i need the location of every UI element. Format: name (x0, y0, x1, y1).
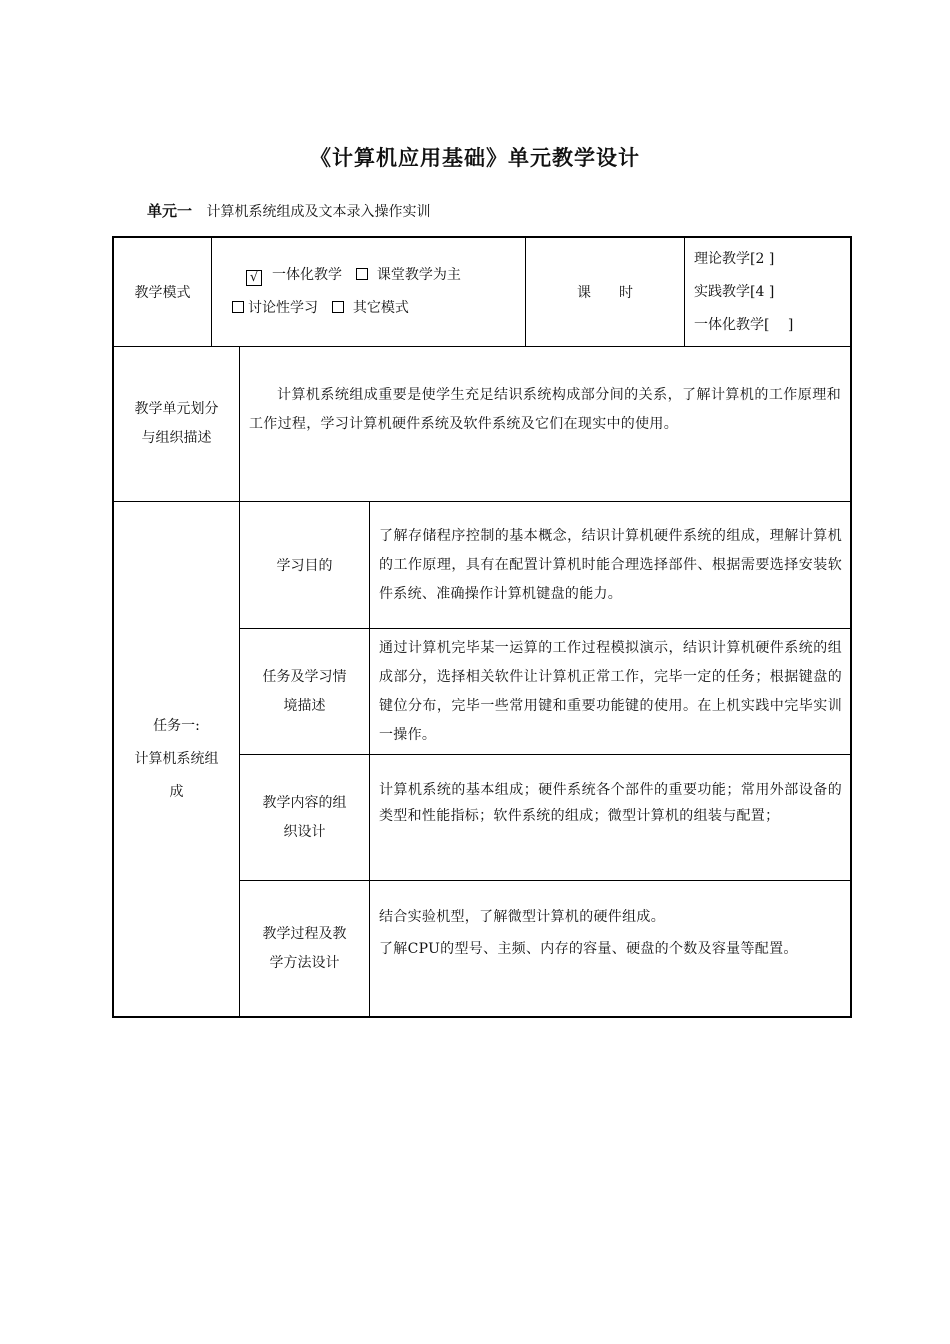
option-integrated[interactable]: √ 一体化教学 (246, 267, 342, 283)
option-discussion[interactable]: 讨论性学习 (232, 300, 318, 316)
scenario-text: 通过计算机完毕某一运算的工作过程模拟演示，结识计算机硬件系统的组成部分，选择相关软件让计算机正常工作，完毕一定的任务；根据键盘的键位分布，完毕一些常用键和重要功能键的使用。在上机实践中完毕实训一操作。 (379, 639, 842, 743)
mode-options-cell (212, 238, 525, 346)
scenario-label-cell: 任务及学习情 境描述 (240, 629, 369, 754)
unit-description: 计算机系统组成重要是使学生充足结识系统构成部分间的关系，了解计算机的工作原理和工作过程，学习计算机硬件系统及软件系统及它们在现实中的使用。 (249, 387, 841, 432)
hours-label: 课 时 (577, 285, 633, 301)
scenario-label: 任务及学习情 (262, 668, 347, 685)
objective-label-cell (240, 502, 369, 628)
content-cell (370, 755, 850, 880)
option-classroom[interactable]: 课堂教学为主 (356, 267, 460, 283)
practice-hours: 实践教学[4 ] (694, 283, 775, 300)
hours-label-cell (526, 238, 684, 346)
content-text: 计算机系统的基本组成；硬件系统各个部件的重要功能；常用外部设备的类型和性能指标；软件系统的组成；微型计算机的组装与配置； (379, 782, 842, 824)
unit-heading (147, 200, 430, 221)
content-label: 教学内容的组 (262, 794, 347, 811)
objective-cell (370, 502, 850, 628)
hours-values-cell (685, 238, 850, 346)
unit-desc-cell (240, 347, 850, 501)
checkbox-icon (232, 301, 244, 313)
task-label: 任务一: (153, 717, 200, 734)
checkbox-icon (332, 301, 344, 313)
theory-hours: 理论教学[2 ] (694, 250, 775, 267)
task-label-cell: 任务一: 计算机系统组 成 (114, 502, 239, 1016)
checked-checkbox-icon: √ (246, 270, 262, 286)
scenario-cell (370, 629, 850, 754)
unit-name: 计算机系统组成及文本录入操作实训 (206, 204, 431, 220)
method-text-2: 了解CPU的型号、主频、内存的容量、硬盘的个数及容量等配置。 (379, 941, 798, 957)
method-label: 教学过程及教 (262, 925, 347, 942)
objective-label: 学习目的 (276, 558, 333, 574)
integrated-hours: 一体化教学[ ] (694, 316, 794, 333)
mode-label-cell (114, 238, 211, 346)
content-label-cell: 教学内容的组 织设计 (240, 755, 369, 880)
mode-label: 教学模式 (134, 285, 191, 301)
unit-desc-label-cell: 教学单元划分 与组织描述 (114, 347, 239, 501)
unit-label: 单元一 (147, 202, 193, 220)
checkbox-icon (356, 268, 368, 280)
document-title: 《计算机应用基础》单元教学设计 (310, 146, 640, 170)
unit-desc-label: 教学单元划分 (134, 401, 219, 417)
option-other[interactable]: 其它模式 (332, 300, 408, 316)
method-label-cell: 教学过程及教 学方法设计 (240, 881, 369, 1016)
objective-text: 了解存储程序控制的基本概念，结识计算机硬件系统的组成，理解计算机的工作原理，具有在配置计算机时能合理选择部件、根据需要选择安装软件系统、准确操作计算机键盘的能力。 (379, 527, 842, 602)
method-cell (370, 881, 850, 1016)
method-text-1: 结合实验机型，了解微型计算机的硬件组成。 (379, 909, 665, 925)
